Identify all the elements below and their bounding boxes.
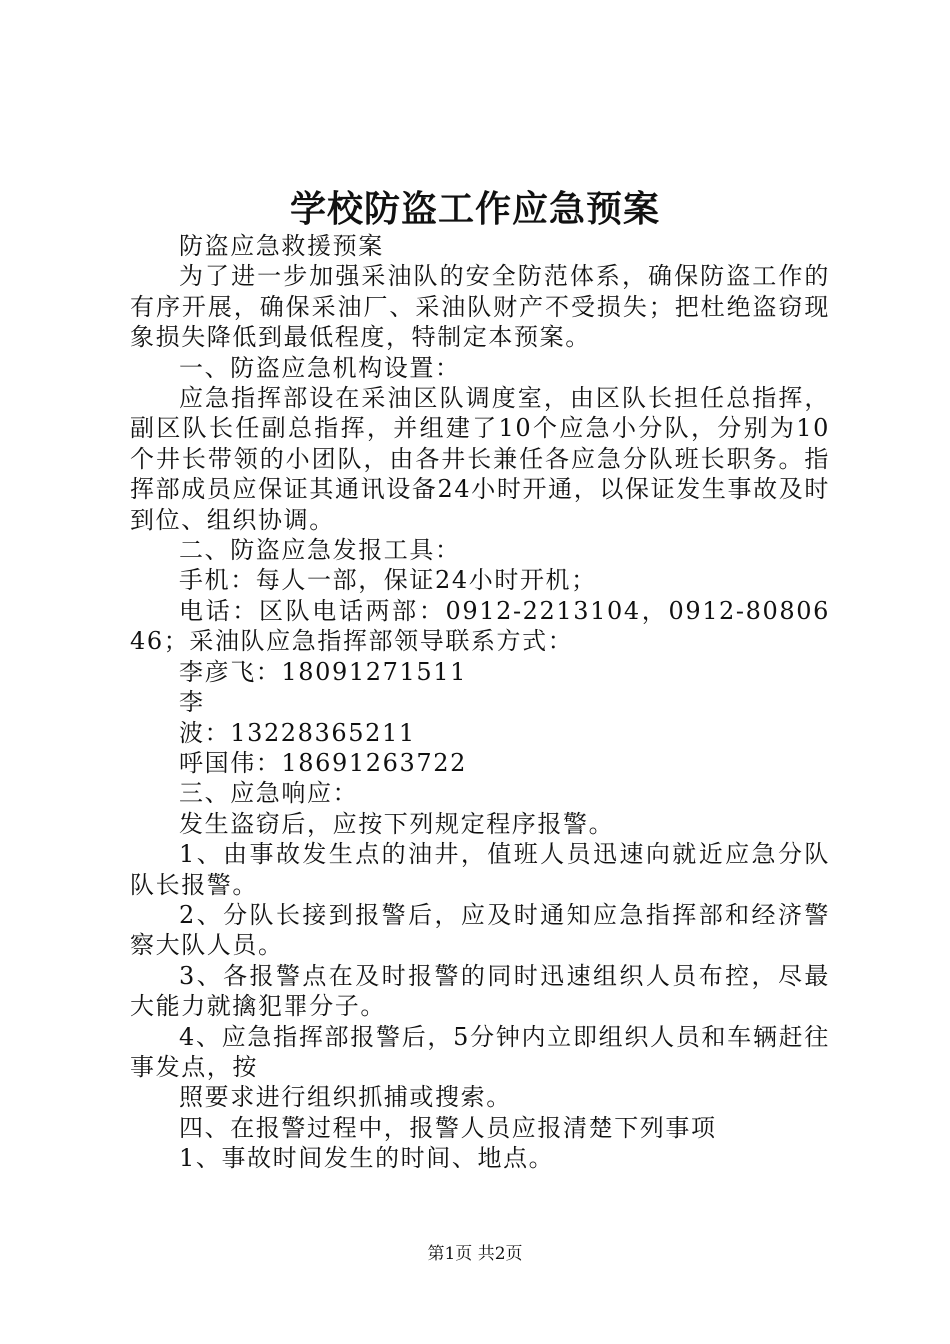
page-footer: 第1页 共2页 [427, 1244, 523, 1264]
paragraph-subtitle: 防盗应急救援预案 [179, 232, 384, 260]
contact-bo: 波：13228365211 [179, 718, 416, 747]
section-heading-4: 四、在报警过程中，报警人员应报清楚下列事项 [179, 1113, 717, 1142]
section-heading-3: 三、应急响应： [179, 779, 359, 808]
step-1: 1、由事故发生点的油井，值班人员迅速向就近应急分队队长报警。 [130, 840, 830, 899]
section-heading-1: 一、防盗应急机构设置： [179, 353, 461, 382]
paragraph-mobile: 手机：每人一部，保证24小时开机； [179, 566, 597, 595]
paragraph-procedure: 发生盗窃后，应按下列规定程序报警。 [179, 809, 615, 838]
step-3: 3、各报警点在及时报警的同时迅速组织人员布控，尽最大能力就擒犯罪分子。 [130, 961, 830, 1021]
step-4-continued: 照要求进行组织抓捕或搜索。 [179, 1083, 512, 1112]
contact-hu-guowei: 呼国伟：18691263722 [179, 748, 467, 777]
paragraph-phone: 电话：区队电话两部：0912-2213104，0912-8080646；采油队应急指挥部领导联系方式： [130, 596, 830, 656]
step-4: 4、应急指挥部报警后，5分钟内立即组织人员和车辆赶往事发点，按 [130, 1022, 830, 1081]
contact-li-surname: 李 [179, 688, 205, 717]
step-2: 2、分队长接到报警后，应及时通知应急指挥部和经济警察大队人员。 [130, 900, 830, 960]
section-heading-2: 二、防盗应急发报工具： [179, 536, 461, 565]
document-body [130, 231, 830, 1174]
paragraph-command: 应急指挥部设在采油区队调度室，由区队长担任总指挥，副区队长任副总指挥，并组建了10个应急小分队，分别为10个井长带领的小团队，由各井长兼任各应急分队班长职务。指挥部成员应保证其通讯设备24小时开通，以保证发生事故及时到位、组织协调。 [130, 384, 830, 534]
document-title: 学校防盗工作应急预案 [289, 188, 660, 230]
paragraph-intro: 为了进一步加强采油队的安全防范体系，确保防盗工作的有序开展，确保采油厂、采油队财产不受损失；把杜绝盗窃现象损失降低到最低程度，特制定本预案。 [130, 262, 830, 352]
item-1: 1、事故时间发生的时间、地点。 [179, 1144, 555, 1173]
contact-li-yanfei: 李彦飞：18091271511 [179, 657, 467, 686]
